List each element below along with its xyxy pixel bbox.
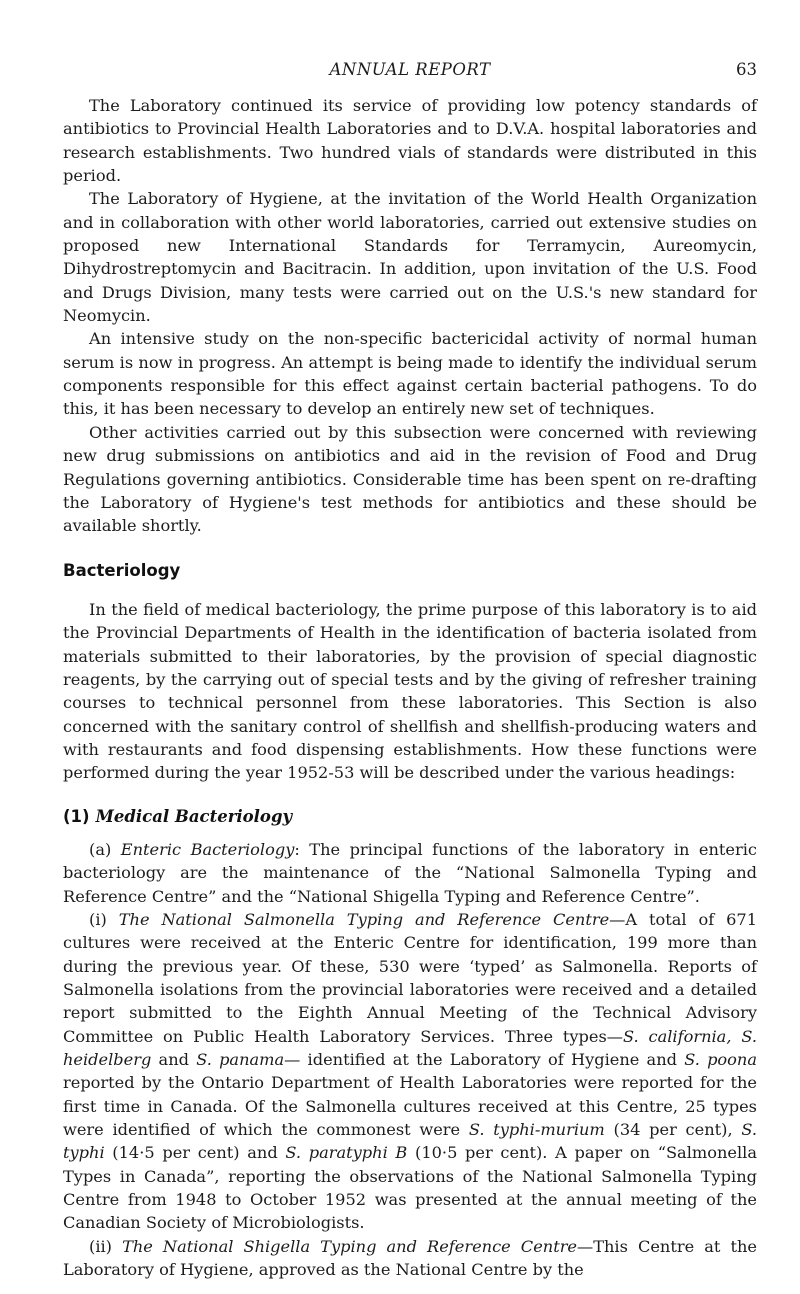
- running-header: [63, 60, 757, 84]
- paragraph-shigella-centre: [63, 1235, 757, 1282]
- salmonella-text-5: (14·5 per cent) and: [104, 1143, 286, 1163]
- paragraph-antibiotic-standards: The Laboratory continued its service of providing low potency standards of antibiotics to Provincial Health Laboratories and to D.V.A. hospital laboratories and research establishments. Two hundred vials of standards were distributed in this period.: [63, 96, 757, 186]
- item-title-shigella-centre: The National Shigella Typing and Reference Centre: [122, 1236, 578, 1256]
- species-name: S. typhi-murium: [468, 1120, 605, 1140]
- subsection-title: Medical Bacteriology: [95, 806, 293, 826]
- item-text-enteric: : The principal functions of the laboratory in enteric bacteriology are the maintenance of the “National Salmonella Typing and Reference Centre” and the “National Shigella Typing and Reference Centre”.: [63, 839, 757, 906]
- species-name: S. california, S. heidelberg: [63, 1026, 757, 1070]
- salmonella-text-4: (34 per cent),: [604, 1120, 742, 1140]
- species-name: S. poona: [684, 1050, 757, 1070]
- item-title-salmonella-centre: The National Salmonella Typing and Reference Centre: [118, 910, 610, 929]
- species-name: S. typhi: [63, 1120, 757, 1163]
- paragraph-salmonella-centre: [63, 908, 757, 1235]
- item-label-a: (a): [89, 839, 112, 859]
- paragraph-other-activities: Other activities carried out by this subsection were concerned with reviewing new drug submissions on antibiotics and aid in the revision of Food and Drug Regulations governing antibiotics. Considerable time has been spent on re-drafting the Laboratory of Hygiene's test methods for antibiotics and these should be available shortly.: [63, 422, 757, 536]
- species-name: S. panama: [196, 1050, 285, 1070]
- salmonella-text-3: reported by the Ontario Department of Health Laboratories were reported for the first time in Canada. Of the Salmonella cultures received at this Centre, 25 types were identified of which the commonest were: [63, 1073, 757, 1140]
- paragraph-who-collaboration: The Laboratory of Hygiene, at the invitation of the World Health Organization and in collaboration with other world laboratories, carried out extensive studies on proposed new International Standards for Terramycin, Aureomycin, Dihydrostreptomycin and Bacitracin. In addition, upon invitation of the U.S. Food and Drugs Division, many tests were carried out on the U.S.'s new standard for Neomycin.: [63, 189, 757, 326]
- subsection-number: (1): [63, 806, 90, 826]
- paragraph-bacteriology-intro: In the field of medical bacteriology, the prime purpose of this laboratory is to aid the Provincial Departments of Health in the identification of bacteria isolated from materials submitted to their laboratories, by the provision of special diagnostic reagents, by the carrying out of special tests and by the giving of refresher training courses to technical personnel from these laboratories. This Section is also concerned with the sanitary control of shellfish and shellfish-producing waters and with restaurants and food dispensing establishments. How these functions were performed during the year 1952-53 will be described under the various headings:: [63, 599, 757, 783]
- item-title-enteric: Enteric Bacteriology: [120, 839, 295, 859]
- section-heading-bacteriology: Bacteriology: [63, 560, 181, 580]
- species-name: S. paratyphi B: [285, 1143, 408, 1163]
- salmonella-and: and: [151, 1050, 197, 1070]
- item-label-i: (i): [89, 910, 107, 929]
- paragraph-serum-study: An intensive study on the non-specific bactericidal activity of normal human serum is now in progress. An attempt is being made to identify the individual serum components responsible for this effect against certain bacterial pathogens. To do this, it has been necessary to develop an entirely new set of techniques.: [63, 329, 757, 419]
- subsection-heading-medical-bacteriology: [63, 805, 757, 828]
- running-title: ANNUAL REPORT: [329, 60, 491, 79]
- page-number: 63: [736, 60, 757, 79]
- item-label-ii: (ii): [89, 1236, 112, 1256]
- paragraph-enteric-bacteriology: [63, 838, 757, 908]
- salmonella-text-1: —A total of 671 cultures were received at the Enteric Centre for identification, 199 more than during the previous year. Of these, 530 were ‘typed’ as Salmonella. Reports of Salmonella isolations from the provincial laboratories were received and a detailed report submitted to the Eighth Annual Meeting of the Technical Advisory Committee on Public Health Laboratory Services. Three types—: [63, 910, 757, 1046]
- page-body: [63, 94, 757, 1282]
- shigella-text: —This Centre at the Laboratory of Hygiene, approved as the National Centre by the: [63, 1236, 757, 1280]
- salmonella-text-6: (10·5 per cent). A paper on “Salmonella Types in Canada”, reporting the observations of the National Salmonella Typing Centre from 1948 to October 1952 was presented at the annual meeting of the Canadian Society of Microbiologists.: [63, 1143, 757, 1233]
- salmonella-text-2: — identified at the Laboratory of Hygiene and: [284, 1050, 685, 1070]
